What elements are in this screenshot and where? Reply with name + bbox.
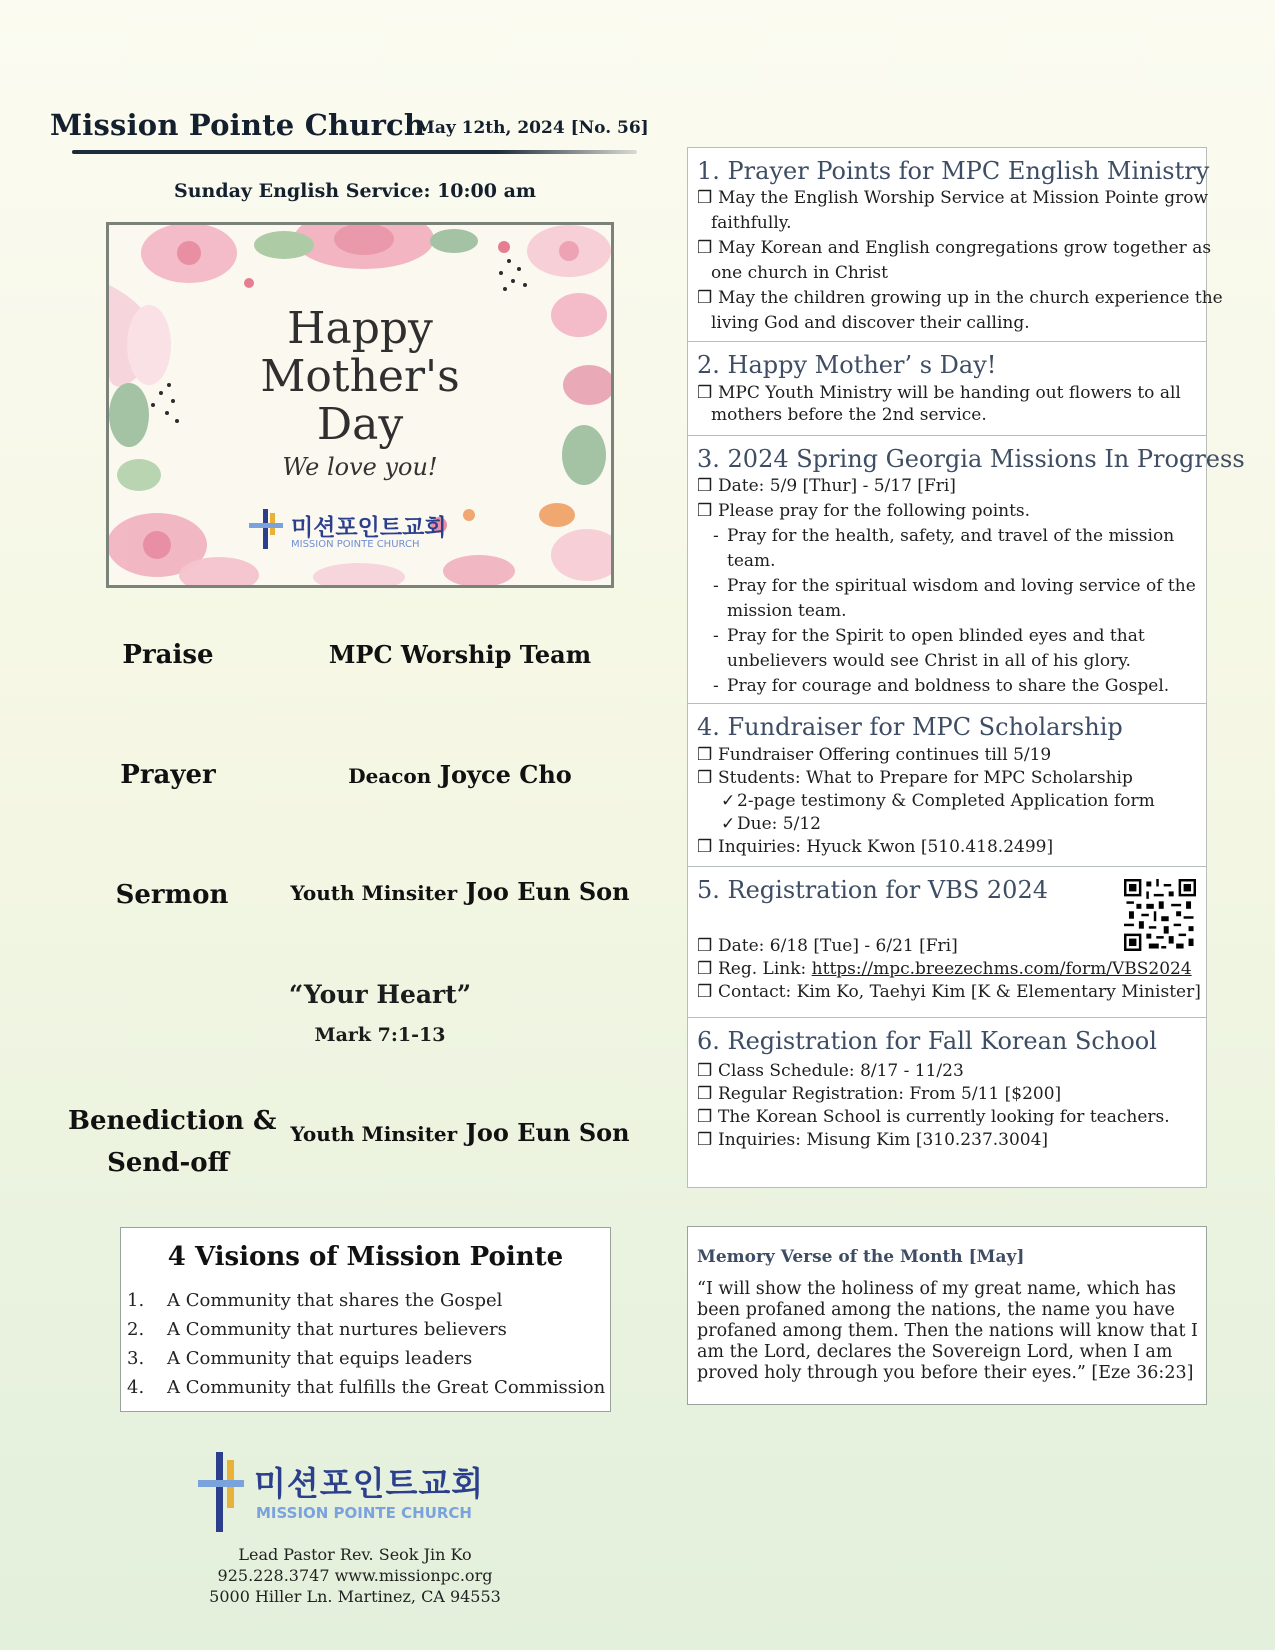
memory-verse-text bbox=[697, 1279, 1196, 1384]
issue-date: May 12th, 2024 [No. 56] bbox=[416, 118, 649, 138]
church-title: Mission Pointe Church bbox=[50, 108, 426, 142]
announcement-title: 4. Fundraiser for MPC Scholarship bbox=[697, 713, 1123, 741]
announcement-vbs bbox=[688, 867, 1206, 1018]
sermon-title: “Your Heart” bbox=[288, 980, 472, 1009]
benediction-label-line1: Benediction & bbox=[68, 1106, 277, 1136]
checkbox-icon: ❒ bbox=[697, 288, 713, 308]
sermon-label: Sermon bbox=[115, 880, 229, 910]
announcement-korean-school bbox=[688, 1018, 1206, 1187]
checkbox-icon: ❒ bbox=[697, 745, 713, 765]
announcement-title: 5. Registration for VBS 2024 bbox=[697, 876, 1048, 904]
dash-bullet: - bbox=[713, 626, 719, 646]
list-item: ❒ Inquiries: Hyuck Kwon [510.418.2499] bbox=[697, 837, 1054, 857]
prayer-leader-title: Deacon bbox=[348, 764, 432, 788]
announcement-title: 2. Happy Mother’ s Day! bbox=[697, 351, 997, 379]
list-item: ❒ Students: What to Prepare for MPC Scholarship bbox=[697, 768, 1133, 788]
sub-item-continued: mission team. bbox=[727, 601, 847, 621]
vision-text: A Community that equips leaders bbox=[167, 1348, 473, 1369]
dash-bullet: - bbox=[713, 526, 719, 546]
memory-verse-title: Memory Verse of the Month [May] bbox=[697, 1247, 1025, 1267]
announcement-title: 3. 2024 Spring Georgia Missions In Progress bbox=[697, 445, 1245, 473]
card-headline-day: Day bbox=[316, 399, 404, 450]
list-item: ❒ The Korean School is currently looking for teachers. bbox=[697, 1107, 1170, 1127]
vision-text: A Community that nurtures believers bbox=[167, 1319, 507, 1340]
checkbox-icon: ❒ bbox=[697, 936, 713, 956]
checkbox-icon: ❒ bbox=[697, 476, 713, 496]
prayer-leader-name: Joyce Cho bbox=[439, 760, 572, 789]
checkbox-icon: ❒ bbox=[697, 501, 713, 521]
card-church-logo bbox=[249, 509, 489, 553]
vbs-registration-link[interactable]: https://mpc.breezechms.com/form/VBS2024 bbox=[811, 959, 1192, 979]
announcement-mothers-day bbox=[688, 342, 1206, 436]
verse-line: profaned among them. Then the nations will know that I bbox=[697, 1321, 1198, 1341]
verse-line: am the Lord, declares the Sovereign Lord, when I am bbox=[697, 1342, 1173, 1362]
vision-number: 2. bbox=[127, 1319, 145, 1340]
checkbox-icon: ❒ bbox=[697, 1130, 713, 1150]
praise-label: Praise bbox=[122, 640, 214, 670]
checkbox-icon: ❒ bbox=[697, 959, 713, 979]
vision-item bbox=[127, 1377, 607, 1406]
benediction-speaker-name: Joo Eun Son bbox=[465, 1118, 630, 1147]
verse-line: “I will show the holiness of my great name, which has bbox=[697, 1279, 1176, 1299]
announcement-title: 6. Registration for Fall Korean School bbox=[697, 1027, 1157, 1055]
benediction-speaker bbox=[290, 1118, 630, 1147]
checkbox-icon: ❒ bbox=[697, 238, 713, 258]
vision-item bbox=[127, 1348, 607, 1377]
dash-bullet: - bbox=[713, 576, 719, 596]
memory-verse-box bbox=[687, 1226, 1207, 1405]
list-item-continued: faithfully. bbox=[711, 213, 792, 233]
checkmark-icon: ✓ bbox=[721, 791, 736, 811]
vision-number: 3. bbox=[127, 1348, 145, 1369]
vision-text: A Community that shares the Gospel bbox=[167, 1290, 503, 1311]
announcement-prayer-points bbox=[688, 148, 1223, 342]
checkbox-icon: ❒ bbox=[697, 1107, 713, 1127]
card-logo-english: MISSION POINTE CHURCH bbox=[291, 539, 420, 550]
list-item-continued: living God and discover their calling. bbox=[711, 313, 1030, 333]
vision-number: 4. bbox=[127, 1377, 145, 1398]
checkbox-icon: ❒ bbox=[697, 188, 713, 208]
logo-korean-text: 미션포인트교회 bbox=[254, 1464, 485, 1503]
phone-website: 925.228.3747 www.missionpc.org bbox=[217, 1566, 493, 1585]
card-tagline: We love you! bbox=[282, 453, 438, 481]
sub-item-continued: team. bbox=[727, 551, 776, 571]
list-item-continued: mothers before the 2nd service. bbox=[711, 405, 987, 425]
vision-number: 1. bbox=[127, 1290, 145, 1311]
sermon-scripture: Mark 7:1-13 bbox=[314, 1024, 446, 1046]
service-time: Sunday English Service: 10:00 am bbox=[173, 180, 537, 202]
checkbox-icon: ❒ bbox=[697, 1084, 713, 1104]
benediction-speaker-title: Youth Minsiter bbox=[290, 1122, 458, 1146]
list-item-continued: one church in Christ bbox=[711, 263, 888, 283]
checkbox-icon: ❒ bbox=[697, 837, 713, 857]
list-item: ❒ Inquiries: Misung Kim [310.237.3004] bbox=[697, 1130, 1049, 1150]
vision-item bbox=[127, 1290, 607, 1319]
visions-list bbox=[127, 1290, 607, 1406]
card-headline-mothers: Mother's bbox=[260, 351, 460, 402]
announcement-title: 1. Prayer Points for MPC English Ministry bbox=[697, 157, 1210, 185]
praise-leader: MPC Worship Team bbox=[328, 640, 592, 669]
sub-item: - Pray for the health, safety, and travel of the mission bbox=[697, 524, 1196, 549]
address: 5000 Hiller Ln. Martinez, CA 94553 bbox=[209, 1587, 501, 1606]
prayer-label: Prayer bbox=[120, 760, 216, 790]
card-logo-korean: 미션포인트교회 bbox=[291, 515, 447, 541]
announcement-fundraiser bbox=[688, 704, 1206, 867]
vision-item bbox=[127, 1319, 607, 1348]
benediction-label-line2: Send-off bbox=[107, 1148, 229, 1178]
vision-text: A Community that fulfills the Great Commission bbox=[167, 1377, 606, 1398]
check-item: ✓ Due: 5/12 bbox=[721, 814, 821, 834]
list-item: ❒ Regular Registration: From 5/11 [$200] bbox=[697, 1084, 1062, 1104]
sermon-speaker bbox=[290, 877, 630, 906]
list-item: ❒ May Korean and English congregations grow together as bbox=[697, 236, 1196, 261]
lead-pastor: Lead Pastor Rev. Seok Jin Ko bbox=[238, 1545, 472, 1564]
announcement-georgia-missions bbox=[688, 436, 1245, 704]
list-item: ❒ May the children growing up in the church experience the bbox=[697, 286, 1196, 311]
card-headline-happy: Happy bbox=[287, 303, 433, 354]
cross-logo-icon bbox=[249, 509, 285, 549]
sub-item: - Pray for the spiritual wisdom and loving service of the bbox=[697, 574, 1196, 599]
checkbox-icon: ❒ bbox=[697, 1061, 713, 1081]
checkbox-icon: ❒ bbox=[697, 768, 713, 788]
sub-item: - Pray for courage and boldness to share the Gospel. bbox=[697, 674, 1196, 699]
verse-line: proved holy through you before their eyes.” [Eze 36:23] bbox=[697, 1363, 1194, 1383]
church-logo bbox=[196, 1452, 496, 1532]
contact-info bbox=[190, 1544, 520, 1607]
prayer-leader bbox=[300, 760, 620, 789]
list-item: ❒ May the English Worship Service at Mission Pointe grow bbox=[697, 186, 1196, 211]
list-item: ❒ Class Schedule: 8/17 - 11/23 bbox=[697, 1061, 964, 1081]
list-item: ❒ Reg. Link: https://mpc.breezechms.com/form/VBS2024 bbox=[697, 959, 1192, 979]
logo-english-text: MISSION POINTE CHURCH bbox=[256, 1504, 472, 1522]
cross-logo-icon bbox=[196, 1452, 248, 1532]
verse-line: been profaned among the nations, the name you have bbox=[697, 1300, 1175, 1320]
title-divider bbox=[72, 150, 637, 154]
mothers-day-card bbox=[106, 222, 614, 588]
list-item: ❒ MPC Youth Ministry will be handing out flowers to all bbox=[697, 383, 1181, 403]
dash-bullet: - bbox=[713, 676, 719, 696]
benediction-label bbox=[68, 1100, 277, 1184]
sermon-speaker-title: Youth Minsiter bbox=[290, 881, 458, 905]
announcements-panel bbox=[687, 147, 1245, 1188]
visions-box bbox=[120, 1227, 611, 1412]
checkbox-icon: ❒ bbox=[697, 982, 713, 1002]
list-item: ❒ Date: 6/18 [Tue] - 6/21 [Fri] bbox=[697, 936, 958, 956]
sub-item-continued: unbelievers would see Christ in all of his glory. bbox=[727, 651, 1131, 671]
sermon-speaker-name: Joo Eun Son bbox=[465, 877, 630, 906]
check-item: ✓ 2-page testimony & Completed Application form bbox=[721, 791, 1155, 811]
checkbox-icon: ❒ bbox=[697, 383, 713, 403]
visions-title: 4 Visions of Mission Pointe bbox=[167, 1242, 564, 1272]
list-item: ❒ Date: 5/9 [Thur] - 5/17 [Fri] bbox=[697, 474, 1196, 499]
list-item: ❒ Please pray for the following points. bbox=[697, 499, 1196, 524]
list-item: ❒ Contact: Kim Ko, Taehyi Kim [K & Elementary Minister] bbox=[697, 982, 1201, 1002]
checkmark-icon: ✓ bbox=[721, 814, 736, 834]
sub-item: - Pray for the Spirit to open blinded eyes and that bbox=[697, 624, 1196, 649]
list-item: ❒ Fundraiser Offering continues till 5/19 bbox=[697, 745, 1052, 765]
